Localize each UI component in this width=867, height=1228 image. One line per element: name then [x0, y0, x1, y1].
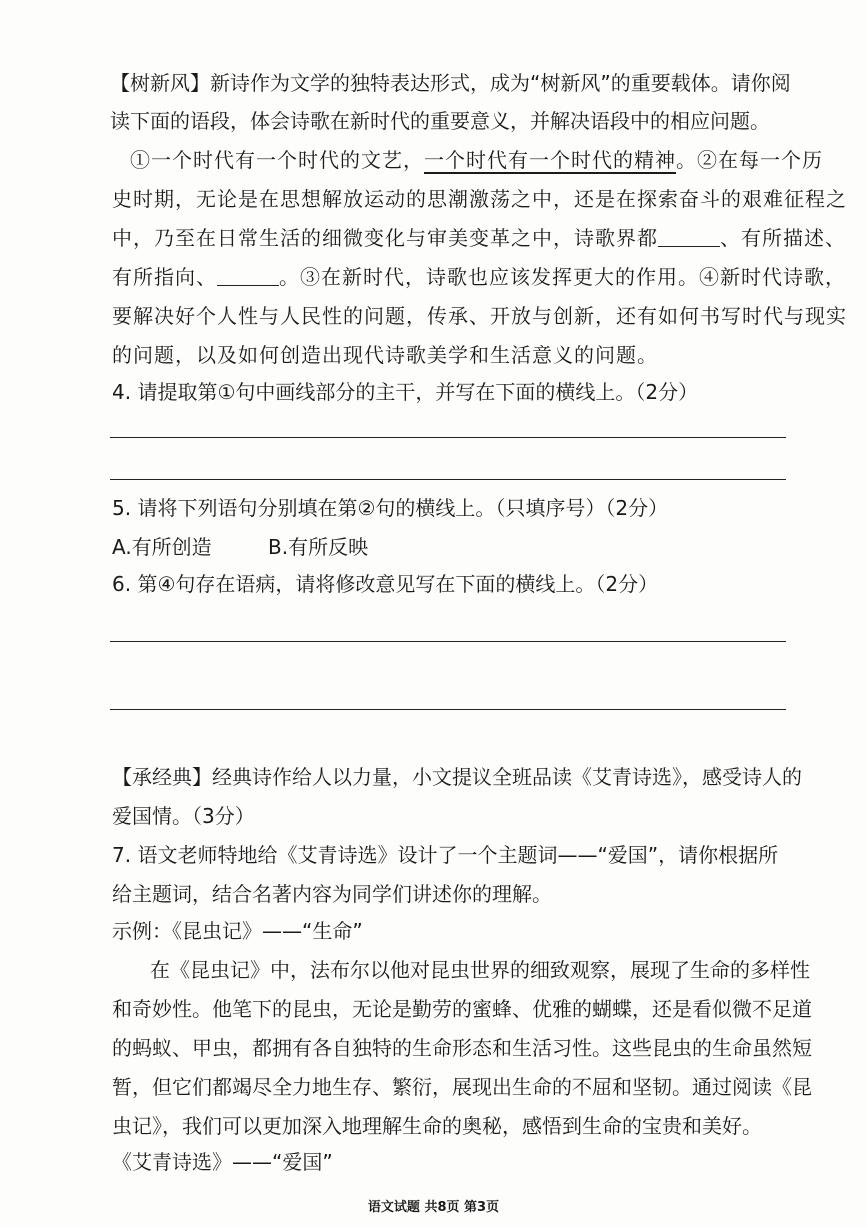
example-line1: 在《昆虫记》中，法布尔以他对昆虫世界的细致观察，展现了生命的多样性 [150, 958, 810, 982]
fill-blank-2[interactable] [217, 269, 279, 286]
option-a: A.有所创造 [112, 535, 212, 559]
answer-prompt: 《艾青诗选》——“爱国” [112, 1150, 333, 1174]
question-4: 4. 请提取第①句中画线部分的主干，并写在下面的横线上。（2分） [112, 380, 699, 404]
passage-l4-text: 有所指向、 [112, 265, 217, 289]
passage-l4-tail: 。③在新时代，诗歌也应该发挥更大的作用。④新时代诗歌， [279, 265, 846, 289]
example-line5: 虫记》，我们可以更加深入地理解生命的奥秘，感悟到生命的宝贵和美好。 [112, 1114, 762, 1138]
question-6: 6. 第④句存在语病，请将修改意见写在下面的横线上。（2分） [112, 572, 659, 596]
passage-line6: 的问题，以及如何创造出现代诗歌美学和生活意义的问题。 [112, 343, 658, 367]
question-5: 5. 请将下列语句分别填在第②句的横线上。（只填序号）（2分） [112, 496, 669, 520]
option-b: B.有所反映 [268, 535, 369, 559]
answer-line-q6-2[interactable] [110, 709, 786, 710]
section2-intro-line2: 爱国情。（3分） [112, 804, 255, 828]
passage-l3-tail: 、有所描述、 [720, 226, 846, 250]
section1-intro-line2: 读下面的语段，体会诗歌在新时代的重要意义，并解决语段中的相应问题。 [110, 109, 770, 133]
example-line2: 和奇妙性。他笔下的昆虫，无论是勤劳的蜜蜂、优雅的蝴蝶，还是看似微不足道 [112, 997, 812, 1021]
section2-intro-line1: 【承经典】经典诗作给人以力量，小文提议全班品读《艾青诗选》，感受诗人的 [112, 765, 802, 789]
example-line4: 暂，但它们都竭尽全力地生存、繁衍，展现出生命的不屈和坚韧。通过阅读《昆 [112, 1075, 812, 1099]
answer-line-q4-2[interactable] [110, 479, 786, 480]
passage-line3 [112, 228, 846, 248]
fill-blank-1[interactable] [658, 230, 720, 247]
section1-intro-line1: 【树新风】新诗作为文学的独特表达形式，成为“树新风”的重要载体。请你阅 [110, 71, 791, 95]
passage-l1-tail: 。②在每一个历 [676, 148, 823, 172]
underlined-phrase: 一个时代有一个时代的精神 [424, 148, 676, 172]
passage-l3-text: 中，乃至在日常生活的细微变化与审美变革之中，诗歌界都 [112, 226, 658, 250]
passage-l1-text: ①一个时代有一个时代的文艺， [130, 148, 424, 172]
question-7-line1: 7. 语文老师特地给《艾青诗选》设计了一个主题词——“爱国”，请你根据所 [112, 843, 779, 867]
passage-line2: 史时期，无论是在思想解放运动的思潮激荡之中，还是在探索奋斗的艰难征程之 [112, 187, 847, 211]
passage-line4 [112, 267, 846, 287]
passage-line1 [130, 150, 823, 170]
answer-line-q4-1[interactable] [110, 437, 786, 438]
passage-line5: 要解决好个人性与人民性的问题，传承、开放与创新，还有如何书写时代与现实 [112, 304, 847, 328]
example-label: 示例：《昆虫记》——“生命” [112, 919, 363, 943]
page-footer: 语文试题 共8页 第3页 [367, 1200, 500, 1215]
question-7-line2: 给主题词，结合名著内容为同学们讲述你的理解。 [112, 882, 552, 906]
answer-line-q6-1[interactable] [110, 641, 786, 642]
example-line3: 的蚂蚁、甲虫，都拥有各自独特的生命形态和生活习性。这些昆虫的生命虽然短 [112, 1036, 812, 1060]
